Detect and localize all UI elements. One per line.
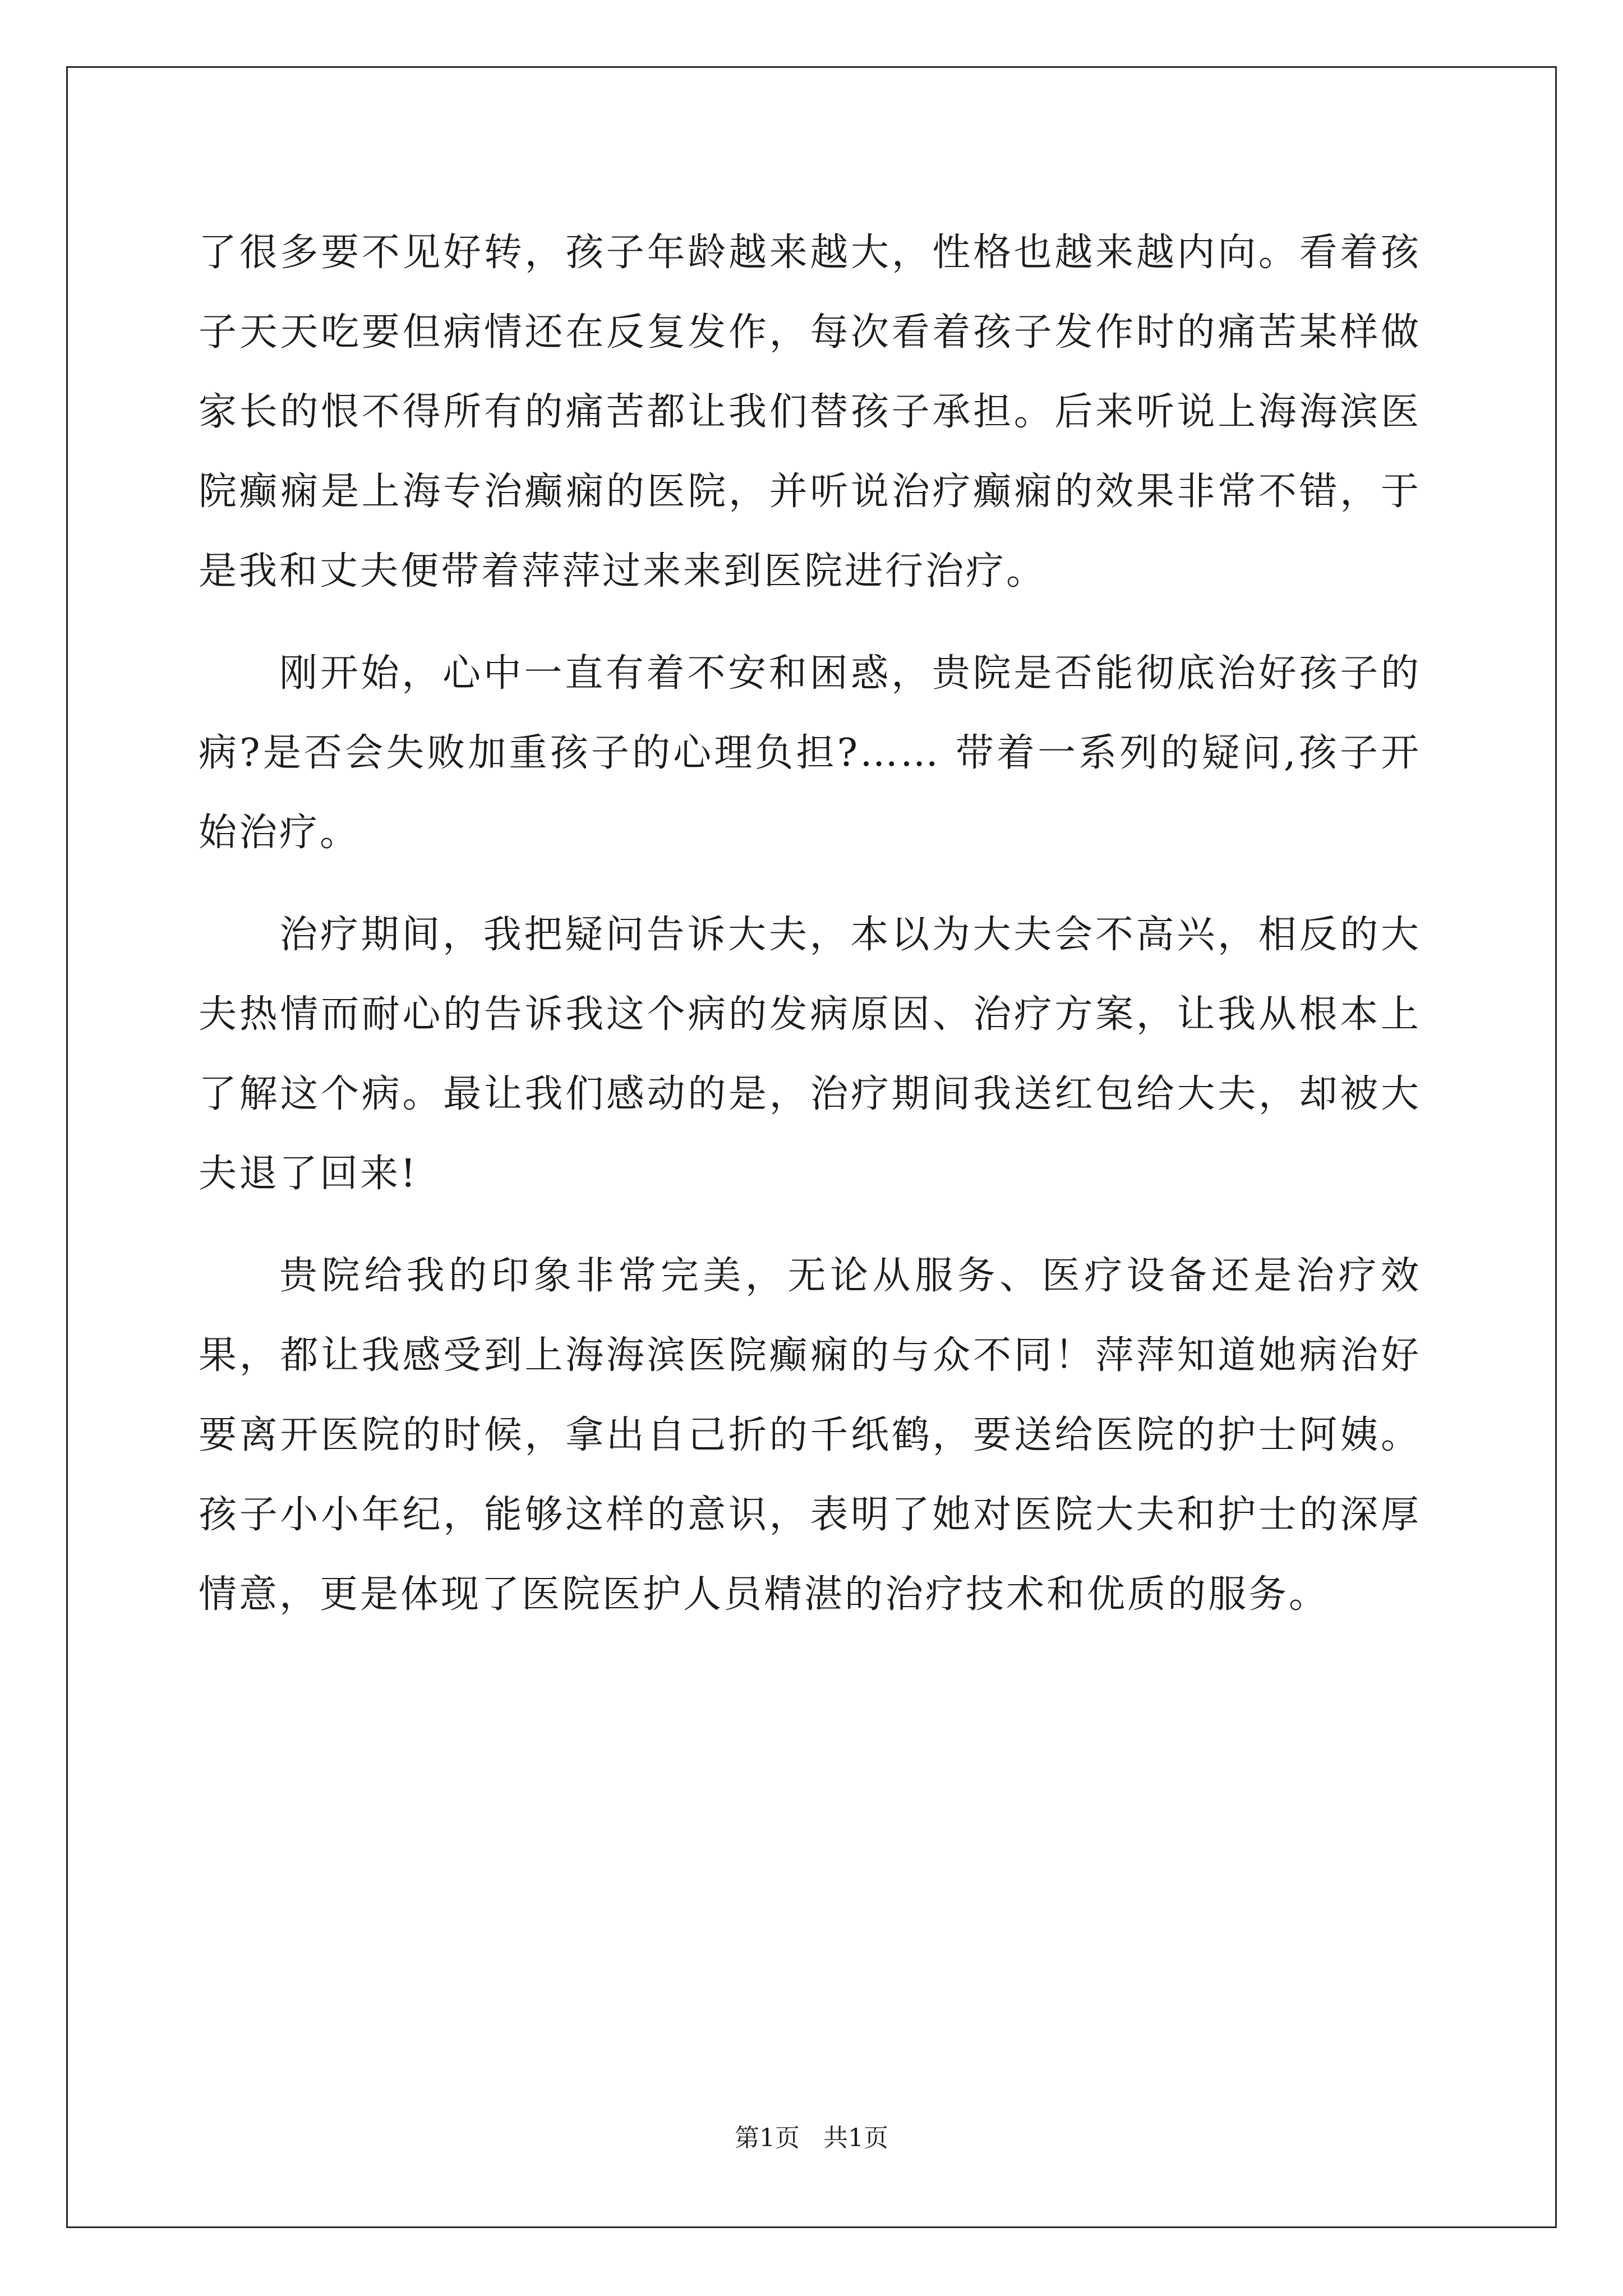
- document-body: [199, 213, 1421, 1635]
- paragraph-4: 贵院给我的印象非常完美，无论从服务、医疗设备还是治疗效果，都让我感受到上海海滨医院癫痫的与众不同！萍萍知道她病治好要离开医院的时候，拿出自己折的千纸鹤，要送给医院的护士阿姨。孩子小小年纪，能够这样的意识，表明了她对医院大夫和护士的深厚情意，更是体现了医院医护人员精湛的治疗技术和优质的服务。: [199, 1254, 1421, 1617]
- paragraph-3: 治疗期间，我把疑问告诉大夫，本以为大夫会不高兴，相反的大夫热情而耐心的告诉我这个病的发病原因、治疗方案，让我从根本上了解这个病。最让我们感动的是，治疗期间我送红包给大夫，却被大夫退了回来!: [199, 913, 1421, 1196]
- paragraph-2: 刚开始，心中一直有着不安和困惑，贵院是否能彻底治好孩子的病?是否会失败加重孩子的心理负担?…… 带着一系列的疑问,孩子开始治疗。: [199, 651, 1421, 855]
- page-footer: [0, 2122, 1623, 2155]
- paragraph-1: 了很多要不见好转，孩子年龄越来越大，性格也越来越内向。看着孩子天天吃要但病情还在反复发作，每次看着孩子发作时的痛苦某样做家长的恨不得所有的痛苦都让我们替孩子承担。后来听说上海海滨医院癫痫是上海专治癫痫的医院，并听说治疗癫痫的效果非常不错，于是我和丈夫便带着萍萍过来来到医院进行治疗。: [199, 231, 1421, 593]
- page-number: 第1页 共1页: [735, 2124, 888, 2152]
